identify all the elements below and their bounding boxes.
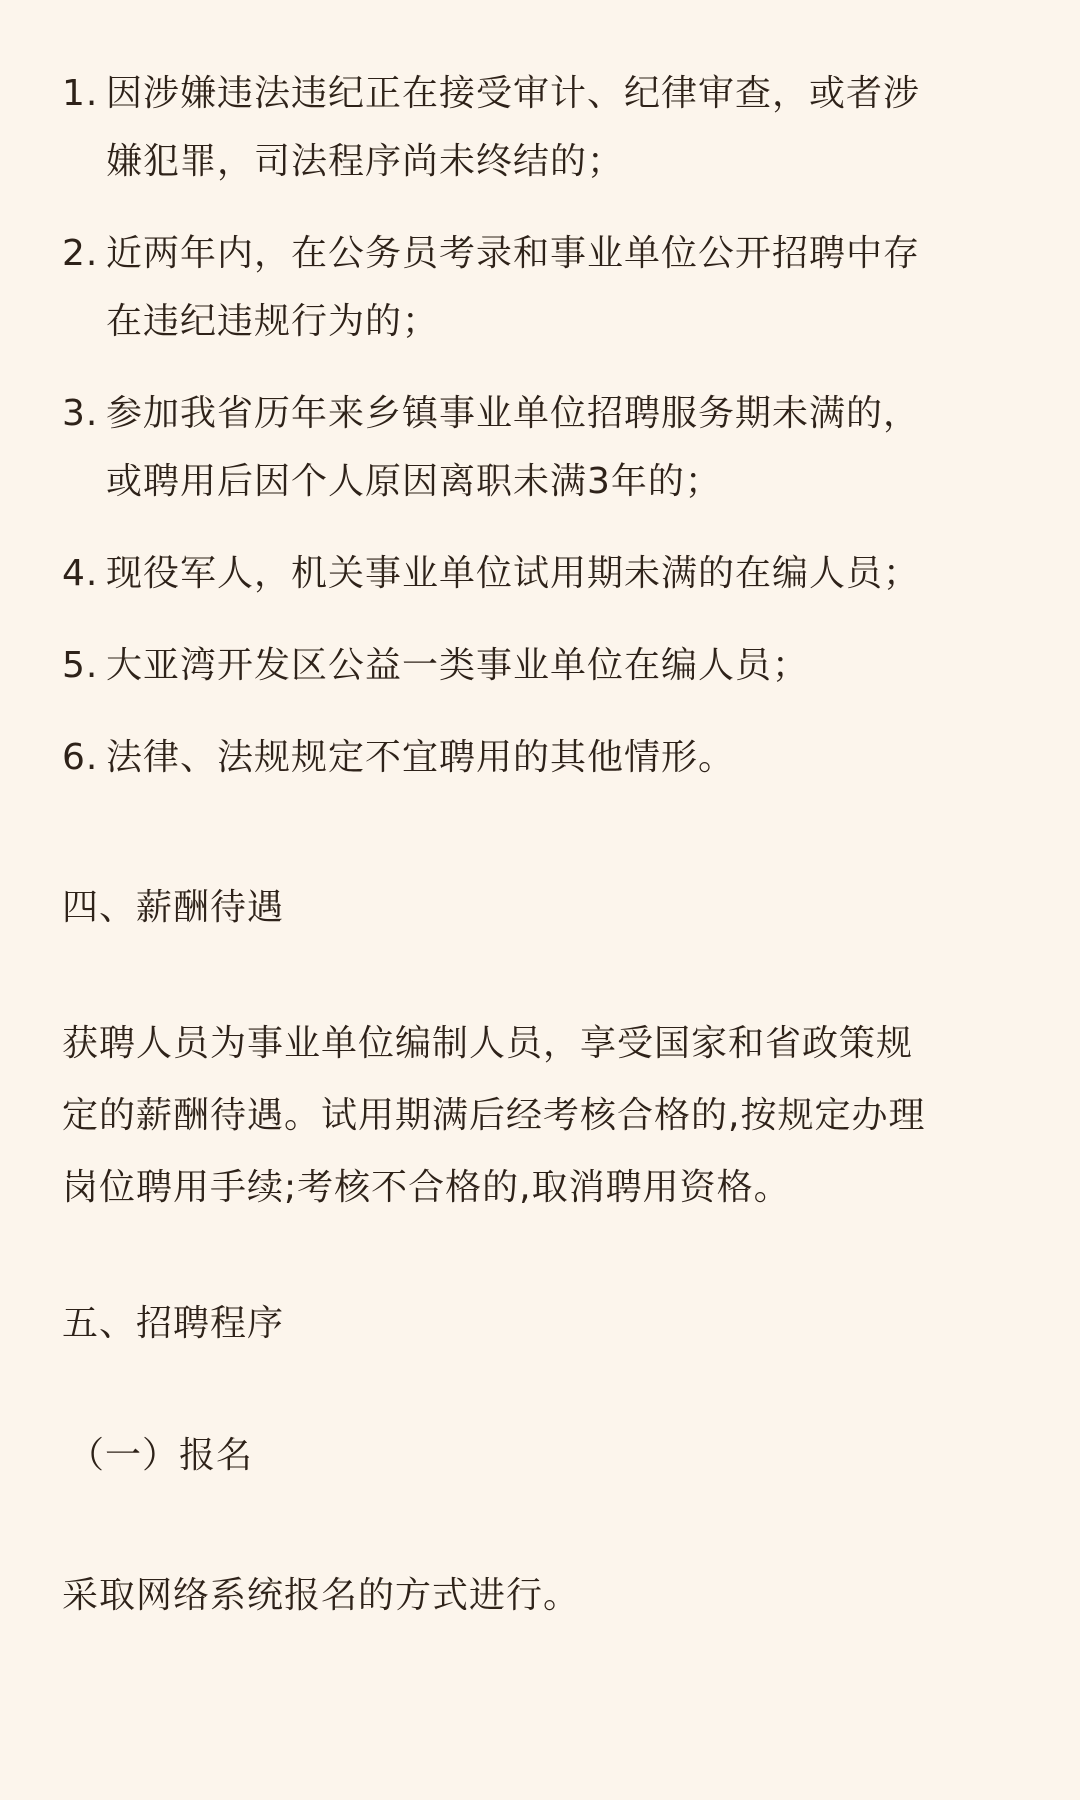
list-item-number: 4. bbox=[62, 553, 99, 594]
subsection-heading-signup: （一）报名 bbox=[68, 1435, 254, 1476]
list-item-number: 2. bbox=[62, 233, 99, 274]
signup-paragraph: 采取网络系统报名的方式进行。 bbox=[62, 1575, 581, 1616]
list-item bbox=[62, 632, 1018, 700]
list-item bbox=[62, 220, 1018, 356]
list-item-number: 6. bbox=[62, 737, 99, 778]
salary-paragraph: 获聘人员为事业单位编制人员，享受国家和省政策规 定的薪酬待遇。试用期满后经考核合格的,按规定办理 岗位聘用手续;考核不合格的,取消聘用资格。 bbox=[62, 1023, 926, 1208]
list-item-text: 因涉嫌违法违纪正在接受审计、纪律审查，或者涉 嫌犯罪，司法程序尚未终结的； bbox=[106, 73, 921, 182]
list-item-text: 大亚湾开发区公益一类事业单位在编人员； bbox=[106, 645, 810, 686]
list-item bbox=[62, 724, 1018, 792]
list-item-text: 参加我省历年来乡镇事业单位招聘服务期未满的， 或聘用后因个人原因离职未满3年的； bbox=[106, 393, 921, 502]
list-item bbox=[62, 540, 1018, 608]
list-item bbox=[62, 380, 1018, 516]
list-item-text: 现役军人，机关事业单位试用期未满的在编人员； bbox=[106, 553, 921, 594]
list-item-text: 近两年内，在公务员考录和事业单位公开招聘中存 在违纪违规行为的； bbox=[106, 233, 921, 342]
list-item-number: 3. bbox=[62, 393, 99, 434]
section-heading-procedure: 五、招聘程序 bbox=[62, 1303, 285, 1344]
list-item bbox=[62, 60, 1018, 196]
disqualification-list bbox=[62, 60, 1018, 792]
list-item-number: 1. bbox=[62, 73, 99, 114]
section-heading-salary: 四、薪酬待遇 bbox=[62, 887, 285, 928]
list-item-number: 5. bbox=[62, 645, 99, 686]
list-item-text: 法律、法规规定不宜聘用的其他情形。 bbox=[106, 737, 736, 778]
